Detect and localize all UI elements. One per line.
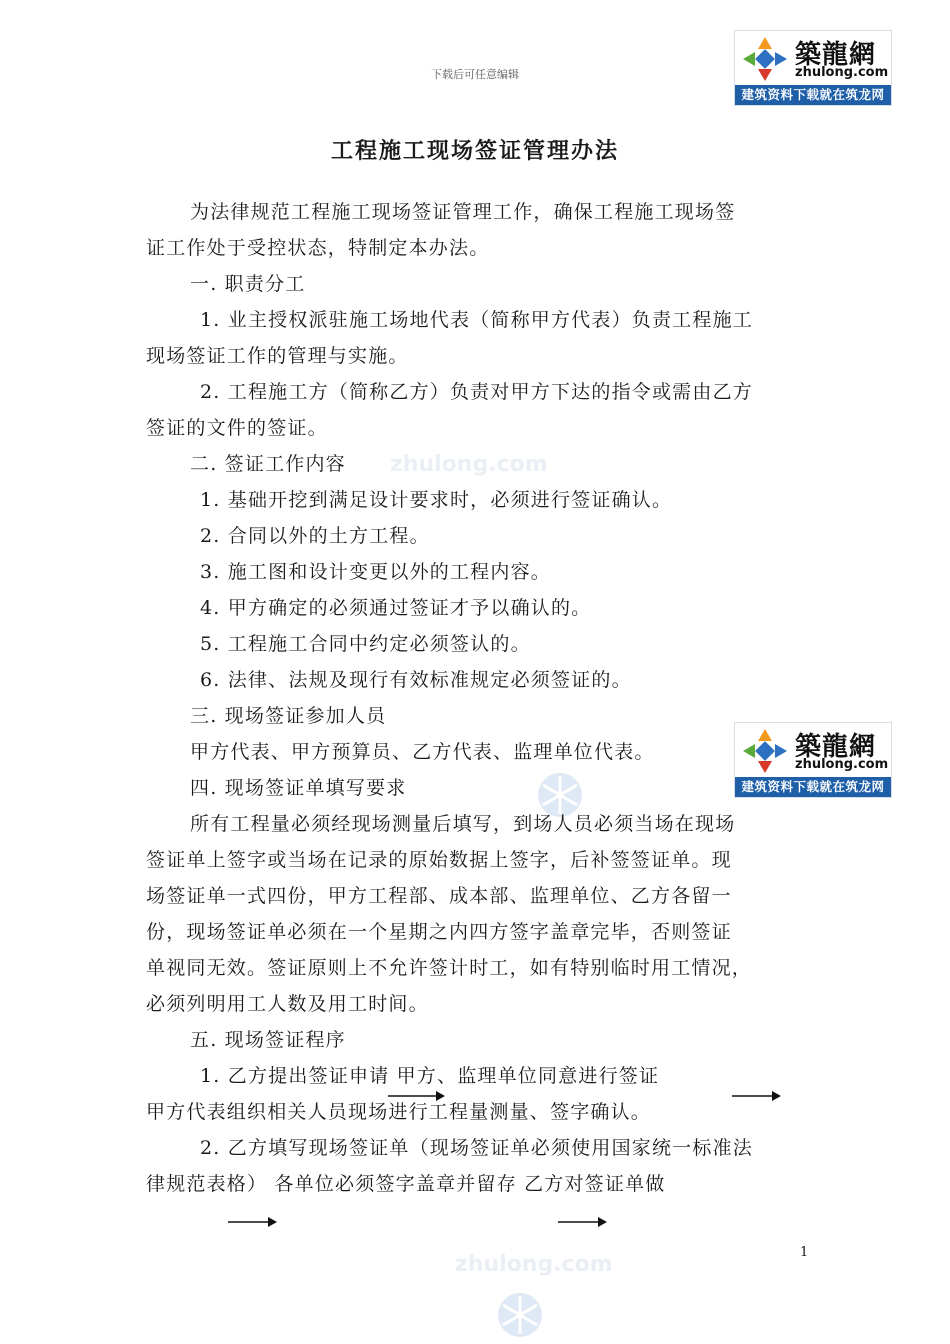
document-title: 工程施工现场签证管理办法 [330, 138, 619, 164]
list-item: 2. 合同以外的土方工程。 [200, 525, 430, 547]
flow-arrow-icon [732, 1088, 782, 1104]
watermark-snowflake-icon [495, 1290, 545, 1340]
section-heading: 一. 职责分工 [190, 273, 306, 295]
page-number: 1 [800, 1245, 809, 1260]
body-line: 签证的文件的签证。 [146, 417, 328, 439]
logo-name: 築龍網 [795, 40, 877, 70]
body-line: 现场签证工作的管理与实施。 [146, 345, 409, 367]
body-line: 单视同无效。签证原则上不允许签计时工，如有特别临时用工情况， [146, 957, 753, 979]
section-heading: 三. 现场签证参加人员 [190, 705, 387, 727]
body-line: 律规范表格） 各单位必须签字盖章并留存 乙方对签证单做 [146, 1173, 666, 1195]
watermark-text: zhulong.com [390, 452, 548, 477]
section-heading: 二. 签证工作内容 [190, 453, 346, 475]
body-line: 证工作处于受控状态，特制定本办法。 [146, 237, 490, 259]
logo-slogan: 建筑资料下载就在筑龙网 [735, 85, 891, 105]
zhulong-logo-icon [739, 35, 791, 83]
body-line: 2. 工程施工方（简称乙方）负责对甲方下达的指令或需由乙方 [200, 381, 753, 403]
body-line: 场签证单一式四份，甲方工程部、成本部、监理单位、乙方各留一 [146, 885, 732, 907]
zhulong-logo [734, 30, 892, 106]
body-line: 份，现场签证单必须在一个星期之内四方签字盖章完毕，否则签证 [146, 921, 732, 943]
logo-site: zhulong.com [795, 757, 889, 772]
zhulong-logo [734, 722, 892, 798]
section-heading: 四. 现场签证单填写要求 [190, 777, 407, 799]
header-note: 下载后可任意编辑 [431, 68, 519, 81]
watermark-text: zhulong.com [455, 1252, 613, 1277]
list-item: 1. 基础开挖到满足设计要求时，必须进行签证确认。 [200, 489, 673, 511]
body-line: 甲方代表、甲方预算员、乙方代表、监理单位代表。 [190, 741, 655, 763]
body-line: 签证单上签字或当场在记录的原始数据上签字，后补签签证单。现 [146, 849, 732, 871]
list-item: 4. 甲方确定的必须通过签证才予以确认的。 [200, 597, 592, 619]
body-line: 1. 业主授权派驻施工场地代表（简称甲方代表）负责工程施工 [200, 309, 753, 331]
flow-arrow-icon [558, 1214, 608, 1230]
flow-arrow-icon [388, 1088, 446, 1104]
list-item: 5. 工程施工合同中约定必须签认的。 [200, 633, 531, 655]
list-item: 6. 法律、法规及现行有效标准规定必须签证的。 [200, 669, 632, 691]
list-item: 3. 施工图和设计变更以外的工程内容。 [200, 561, 551, 583]
logo-slogan: 建筑资料下载就在筑龙网 [735, 777, 891, 797]
body-line: 为法律规范工程施工现场签证管理工作，确保工程施工现场签 [190, 201, 736, 223]
logo-name: 築龍網 [795, 732, 877, 762]
zhulong-logo-icon [739, 727, 791, 775]
body-line: 必须列明用工人数及用工时间。 [146, 993, 429, 1015]
logo-site: zhulong.com [795, 65, 889, 80]
flow-arrow-icon [228, 1214, 278, 1230]
body-line: 1. 乙方提出签证申请 甲方、监理单位同意进行签证 [200, 1065, 660, 1087]
body-line: 所有工程量必须经现场测量后填写，到场人员必须当场在现场 [190, 813, 736, 835]
body-line: 甲方代表组织相关人员现场进行工程量测量、签字确认。 [146, 1101, 652, 1123]
section-heading: 五. 现场签证程序 [190, 1029, 346, 1051]
body-line: 2. 乙方填写现场签证单（现场签证单必须使用国家统一标准法 [200, 1137, 753, 1159]
